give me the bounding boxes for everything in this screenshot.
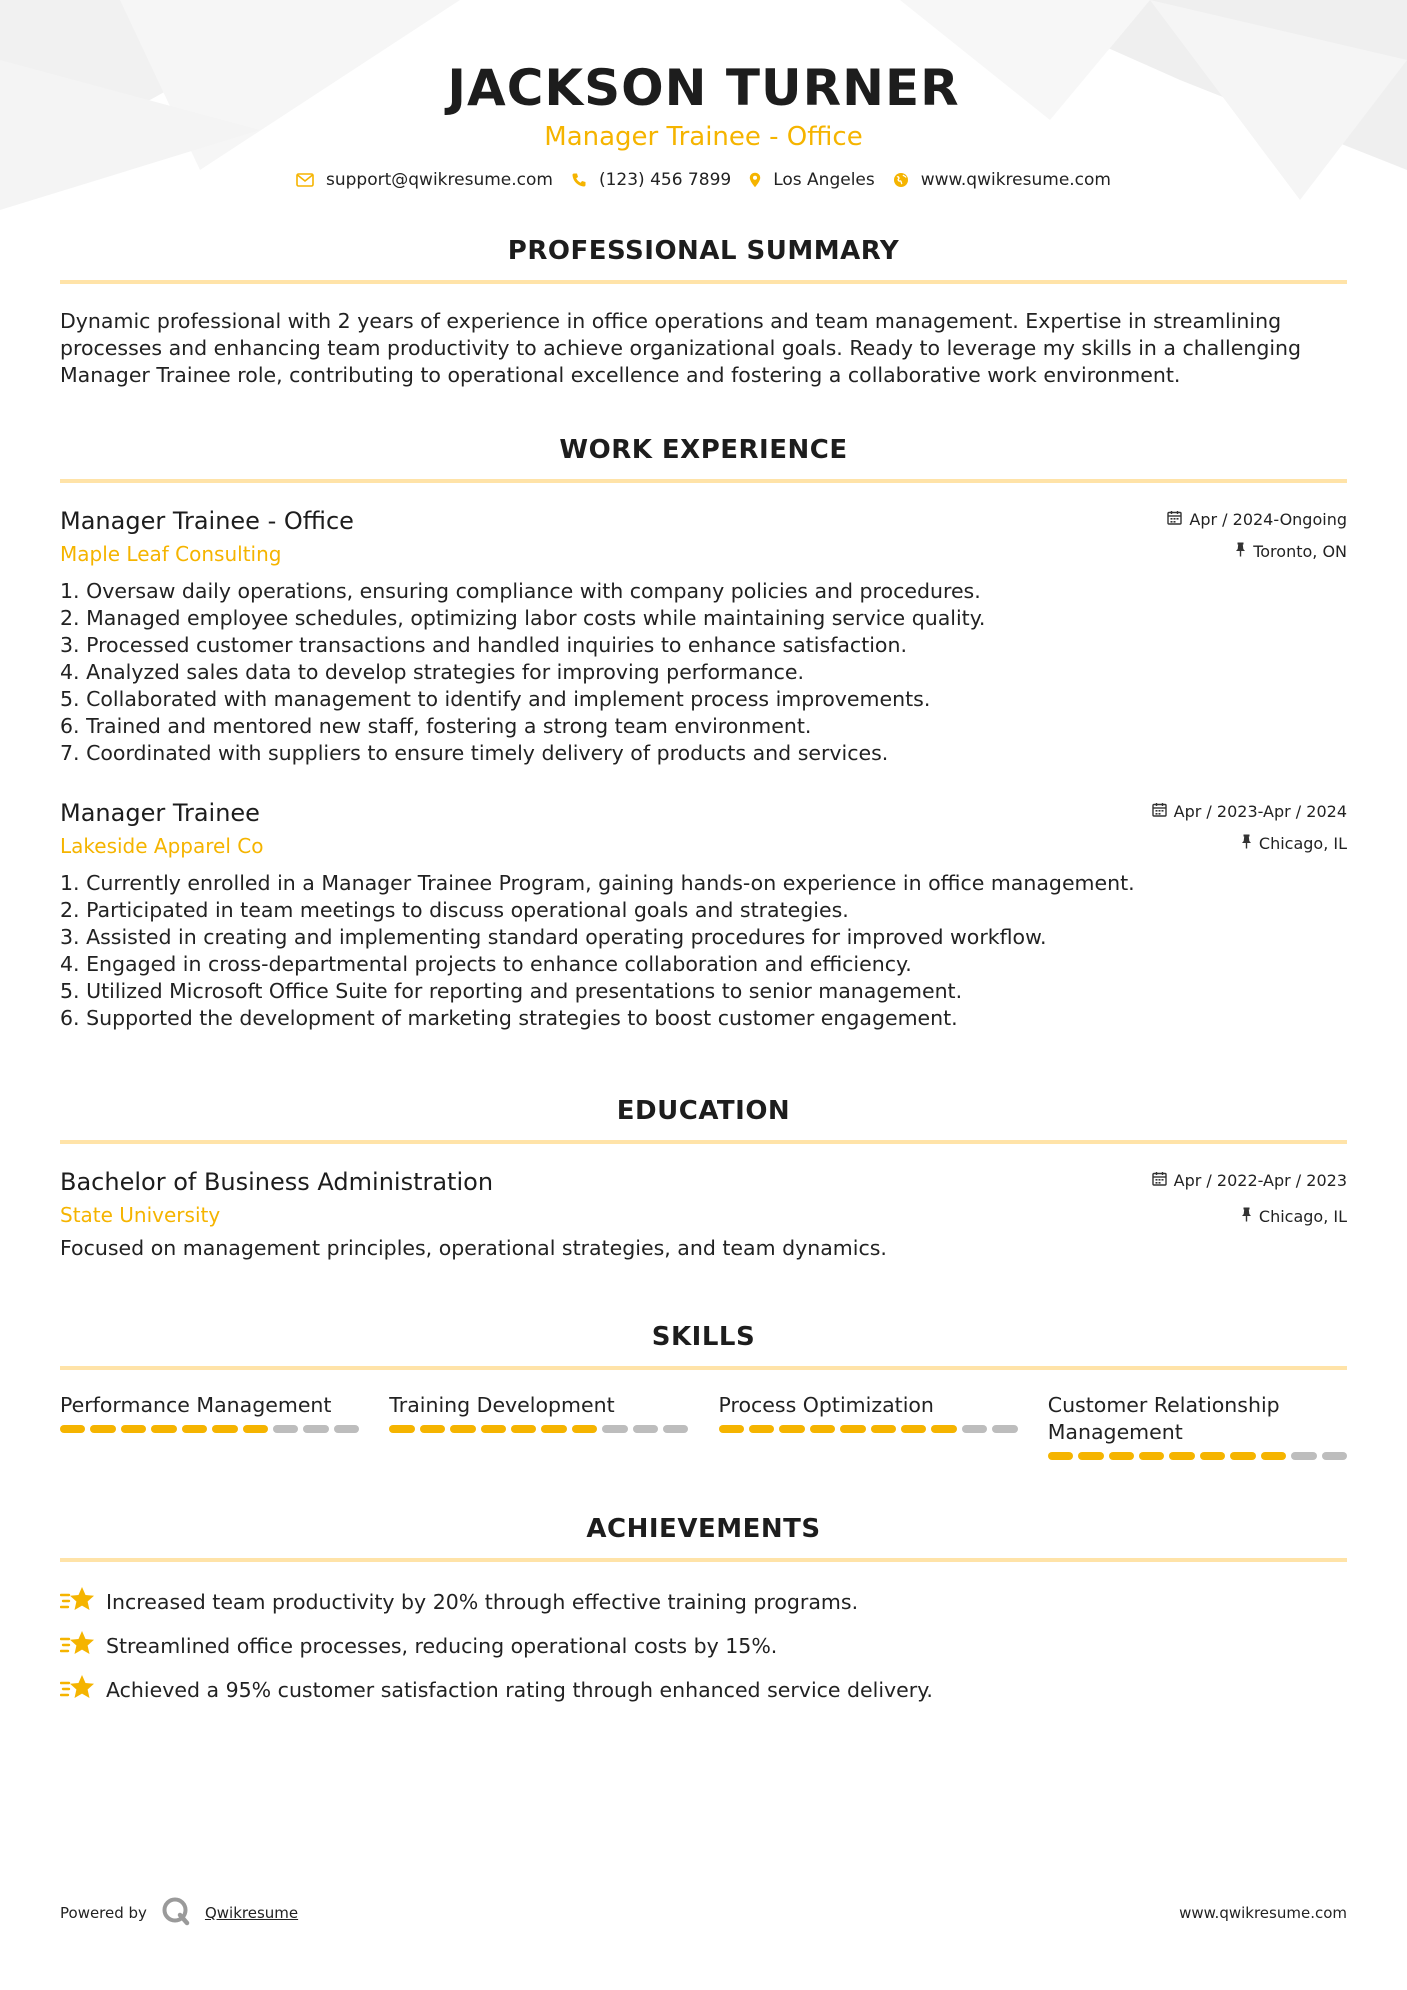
skill-level-bar <box>1048 1452 1347 1460</box>
job-entry <box>60 797 1347 1032</box>
skill-name: Training Development <box>389 1393 615 1417</box>
job-title: Manager Trainee - Office <box>60 507 354 535</box>
section-divider <box>60 479 1347 483</box>
website-text: www.qwikresume.com <box>920 170 1111 190</box>
skill-segment-filled <box>810 1425 835 1433</box>
qwikresume-logo-icon <box>161 1896 191 1930</box>
education-section <box>60 1094 1347 1262</box>
summary-heading: PROFESSIONAL SUMMARY <box>507 236 900 266</box>
job-dates <box>1167 509 1347 531</box>
skill-segment-filled <box>931 1425 956 1433</box>
degree-title: Bachelor of Business Administration <box>60 1168 494 1196</box>
duty-item: 4. Engaged in cross-departmental projects to enhance collaboration and efficiency. <box>60 952 912 976</box>
job-location-text: Chicago, IL <box>1258 834 1347 853</box>
section-divider <box>60 1140 1347 1144</box>
duty-item: 2. Managed employee schedules, optimizing labor costs while maintaining service quality. <box>60 606 986 630</box>
skill-segment-filled <box>871 1425 896 1433</box>
skills-heading: SKILLS <box>651 1322 756 1352</box>
skill-segment-filled <box>389 1425 414 1433</box>
skill-segment-empty <box>273 1425 298 1433</box>
skills-list <box>60 1392 1347 1460</box>
skill-segment-filled <box>901 1425 926 1433</box>
skill-segment-empty <box>334 1425 359 1433</box>
duty-item: 4. Analyzed sales data to develop strategies for improving performance. <box>60 660 804 684</box>
skill-level-bar <box>389 1425 688 1433</box>
skill-segment-empty <box>303 1425 328 1433</box>
skill-segment-empty <box>602 1425 627 1433</box>
skill-level-bar <box>719 1425 1018 1433</box>
skill-segment-empty <box>633 1425 658 1433</box>
job-company: Maple Leaf Consulting <box>60 542 282 566</box>
job-duties <box>60 870 1347 1032</box>
job-dates <box>1152 801 1347 823</box>
summary-section <box>60 234 1347 389</box>
globe-icon <box>893 172 909 188</box>
education-location <box>1152 1206 1347 1228</box>
pushpin-icon <box>1241 833 1252 855</box>
job-location <box>1167 541 1347 563</box>
pushpin-icon <box>1235 541 1246 563</box>
skill-segment-filled <box>749 1425 774 1433</box>
contact-location <box>749 170 875 190</box>
skill-item <box>719 1392 1018 1460</box>
phone-text: (123) 456 7899 <box>598 170 732 190</box>
job-company: Lakeside Apparel Co <box>60 834 264 858</box>
education-dates-text: Apr / 2022-Apr / 2023 <box>1173 1171 1347 1190</box>
section-divider <box>60 280 1347 284</box>
job-entry <box>60 505 1347 767</box>
contact-website[interactable] <box>893 170 1111 190</box>
calendar-icon <box>1152 1170 1167 1192</box>
skill-segment-filled <box>719 1425 744 1433</box>
duty-item: 5. Utilized Microsoft Office Suite for reporting and presentations to senior management. <box>60 979 963 1003</box>
contact-email[interactable] <box>296 170 553 190</box>
skill-segment-filled <box>420 1425 445 1433</box>
email-text: support@qwikresume.com <box>326 170 553 190</box>
job-dates-text: Apr / 2023-Apr / 2024 <box>1173 802 1347 821</box>
achievements-heading: ACHIEVEMENTS <box>586 1514 821 1544</box>
skill-name: Customer Relationship Management <box>1047 1393 1280 1444</box>
skill-segment-filled <box>840 1425 865 1433</box>
skill-segment-filled <box>212 1425 237 1433</box>
skill-segment-filled <box>541 1425 566 1433</box>
skill-item <box>389 1392 688 1460</box>
duty-item: 5. Collaborated with management to identify and implement process improvements. <box>60 687 931 711</box>
skill-segment-empty <box>992 1425 1017 1433</box>
school-name: State University <box>60 1203 221 1227</box>
skill-segment-filled <box>779 1425 804 1433</box>
map-pin-icon <box>749 172 761 188</box>
phone-icon <box>571 172 587 188</box>
skill-segment-filled <box>481 1425 506 1433</box>
contact-phone[interactable] <box>571 170 731 190</box>
skill-item <box>1048 1392 1347 1460</box>
achievement-text: Achieved a 95% customer satisfaction rating through enhanced service delivery. <box>106 1678 933 1702</box>
skill-segment-empty <box>663 1425 688 1433</box>
star-icon <box>60 1673 96 1708</box>
skill-segment-filled <box>511 1425 536 1433</box>
job-dates-text: Apr / 2024-Ongoing <box>1189 510 1347 529</box>
location-text: Los Angeles <box>773 170 875 190</box>
skill-segment-filled <box>1200 1452 1225 1460</box>
duty-item: 3. Assisted in creating and implementing standard operating procedures for improved workflow. <box>60 925 1047 949</box>
footer-website[interactable]: www.qwikresume.com <box>1179 1904 1347 1922</box>
skill-segment-filled <box>60 1425 85 1433</box>
skill-segment-filled <box>243 1425 268 1433</box>
achievement-text: Increased team productivity by 20% through effective training programs. <box>106 1590 859 1614</box>
envelope-icon <box>296 173 314 187</box>
skill-segment-filled <box>1139 1452 1164 1460</box>
qwikresume-link[interactable]: Qwikresume <box>204 1904 299 1922</box>
education-location-text: Chicago, IL <box>1258 1207 1347 1226</box>
skill-segment-filled <box>182 1425 207 1433</box>
candidate-name: JACKSON TURNER <box>447 59 960 117</box>
skill-segment-filled <box>1048 1452 1073 1460</box>
star-icon <box>60 1629 96 1664</box>
calendar-icon <box>1152 801 1167 823</box>
achievement-text: Streamlined office processes, reducing operational costs by 15%. <box>106 1634 778 1658</box>
achievement-item <box>60 1624 1347 1668</box>
skill-segment-filled <box>1230 1452 1255 1460</box>
achievement-item <box>60 1580 1347 1624</box>
skill-segment-filled <box>1169 1452 1194 1460</box>
skill-name: Performance Management <box>60 1393 332 1417</box>
star-icon <box>60 1585 96 1620</box>
education-description: Focused on management principles, operational strategies, and team dynamics. <box>60 1236 887 1260</box>
duty-item: 2. Participated in team meetings to discuss operational goals and strategies. <box>60 898 849 922</box>
skill-segment-empty <box>1291 1452 1316 1460</box>
skill-segment-filled <box>121 1425 146 1433</box>
contact-bar <box>60 170 1347 190</box>
skill-segment-empty <box>1322 1452 1347 1460</box>
job-location <box>1152 833 1347 855</box>
section-divider <box>60 1366 1347 1370</box>
duty-item: 7. Coordinated with suppliers to ensure timely delivery of products and services. <box>60 741 889 765</box>
skill-segment-filled <box>572 1425 597 1433</box>
skill-segment-filled <box>1109 1452 1134 1460</box>
powered-by-label: Powered by <box>60 1904 147 1922</box>
skill-segment-filled <box>450 1425 475 1433</box>
duty-item: 3. Processed customer transactions and handled inquiries to enhance satisfaction. <box>60 633 907 657</box>
duty-item: 6. Trained and mentored new staff, fostering a strong team environment. <box>60 714 812 738</box>
skill-level-bar <box>60 1425 359 1433</box>
skill-name: Process Optimization <box>718 1393 934 1417</box>
skill-segment-filled <box>151 1425 176 1433</box>
pushpin-icon <box>1241 1206 1252 1228</box>
skill-item <box>60 1392 359 1460</box>
experience-section <box>60 433 1347 1032</box>
job-location-text: Toronto, ON <box>1253 542 1347 561</box>
skill-segment-empty <box>962 1425 987 1433</box>
duty-item: 6. Supported the development of marketing strategies to boost customer engagement. <box>60 1006 958 1030</box>
job-title: Manager Trainee <box>60 799 260 827</box>
candidate-title: Manager Trainee - Office <box>544 122 863 152</box>
job-duties <box>60 578 1347 767</box>
duty-item: 1. Currently enrolled in a Manager Trainee Program, gaining hands-on experience in office management. <box>60 871 1135 895</box>
education-heading: EDUCATION <box>616 1096 791 1126</box>
section-divider <box>60 1558 1347 1562</box>
experience-heading: WORK EXPERIENCE <box>559 435 848 465</box>
page-footer <box>60 1896 1347 1930</box>
achievements-list <box>60 1580 1347 1712</box>
education-dates <box>1152 1170 1347 1192</box>
education-entry <box>60 1166 1347 1262</box>
achievement-item <box>60 1668 1347 1712</box>
skill-segment-filled <box>90 1425 115 1433</box>
skill-segment-filled <box>1078 1452 1103 1460</box>
duty-item: 1. Oversaw daily operations, ensuring compliance with company policies and procedures. <box>60 579 981 603</box>
skills-section <box>60 1320 1347 1460</box>
summary-text: Dynamic professional with 2 years of experience in office operations and team management. Expertise in streamlining processes and enhancing team productivity to achieve organizational goals. Ready to leverage my skills in a challenging Manager Trainee role, contributing to operational excellence and fostering a collaborative work environment. <box>60 309 1302 387</box>
calendar-icon <box>1167 509 1182 531</box>
skill-segment-filled <box>1261 1452 1286 1460</box>
achievements-section <box>60 1512 1347 1712</box>
